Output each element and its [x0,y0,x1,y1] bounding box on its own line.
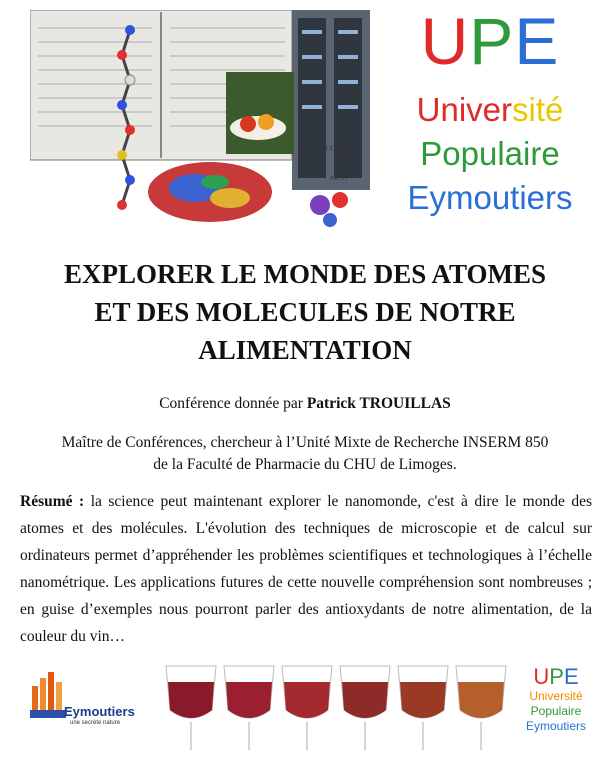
upe-acronym [385,4,595,78]
eymoutiers-emblem-icon [30,672,66,718]
upe-universite-part1: Univer [416,91,512,128]
svg-text:Xe(1): Xe(1) [300,135,319,142]
svg-text:Xe(3): Xe(3) [335,155,354,162]
upe-universite-part2: sité [512,91,564,128]
upe-letter: E [563,664,579,689]
upe-letter: U [420,4,470,78]
header-collage-image [30,10,370,230]
wine-glasses-image [162,660,510,756]
upe-logo [385,4,595,223]
summary-text: la science peut maintenant explorer le nanomonde, c'est à dire le monde des atomes et des molécules. L'évolution des techniques de microscopie et de calcul sur ordinateurs permet d’appréhender les problèmes scientifiques et technologiques à l’échelle nanométrique. Les applications futures de cette nouvelle compréhension sont nombreuses ; en guise d’exemples nous pourront parler des antioxydants de notre alimentation, de la couleur du vin… [20,493,592,645]
affiliation [20,432,590,476]
upe-line-eymoutiers: Eymoutiers [407,179,573,216]
conference-title [20,255,590,369]
summary-label: Résumé : [20,493,85,510]
speaker-line [20,395,590,413]
upe-line-populaire: Populaire [420,135,560,172]
speaker-name: Patrick TROUILLAS [306,395,451,412]
title-line: EXPLORER LE MONDE DES ATOMES [63,259,547,289]
upe-small-line: Université [529,689,583,703]
upe-small-line: Eymoutiers [525,719,587,733]
svg-text:Xe(4): Xe(4) [305,165,324,172]
title-line: ET DES MOLECULES DE NOTRE [94,297,516,327]
upe-letter: U [533,664,550,689]
upe-letter: P [469,4,515,78]
upe-line-universite [385,88,595,132]
affiliation-line: de la Faculté de Pharmacie du CHU de Limoges. [153,456,457,473]
eymoutiers-name: Eymoutiers [64,704,135,719]
upe-small-line: Populaire [530,704,582,718]
upe-small-acronym [512,665,600,689]
svg-text:Xe(2): Xe(2) [318,145,337,152]
title-line: ALIMENTATION [198,335,412,365]
upe-logo-small [512,665,600,734]
speaker-prefix: Conférence donnée par [159,395,307,412]
upe-letter: P [549,664,564,689]
summary-paragraph [20,488,592,650]
eymoutiers-logo [20,672,140,752]
affiliation-line: Maître de Conférences, chercheur à l’Unité Mixte de Recherche INSERM 850 [61,434,549,451]
upe-letter: E [514,4,560,78]
svg-text:Xe(5): Xe(5) [330,175,349,182]
eymoutiers-tagline: une secrète nature [70,720,121,726]
